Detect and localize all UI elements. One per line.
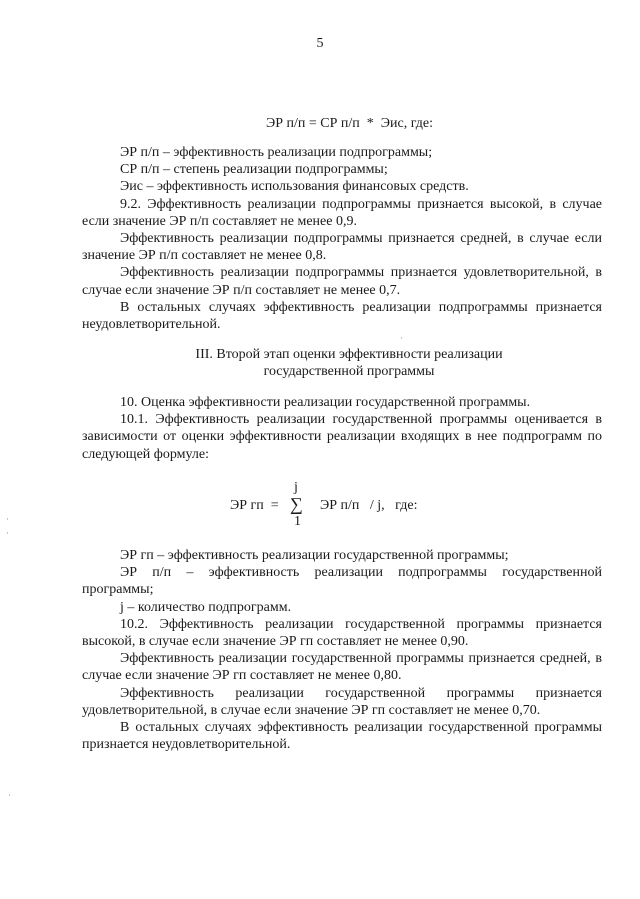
paragraph-unsatisfactory: В остальных случаях эффективность реализации подпрограммы признается неудовлетворительной. (82, 299, 602, 333)
sum-icon: ∑ (290, 494, 303, 514)
page-number: 5 (316, 36, 324, 51)
definition-er-pp: ЭР п/п – эффективность реализации подпрограммы; (120, 145, 433, 160)
paragraph-gp-medium: Эффективность реализации государственной программы признается средней, в случае если значение ЭР гп составляет не менее 0,80. (82, 651, 602, 684)
section3-definitions-block (82, 547, 602, 753)
paragraph-9-2: 9.2. Эффективность реализации подпрограммы признается высокой, в случае если значение ЭР п/п составляет не менее 0,9. (82, 196, 602, 229)
section-intro-block (82, 394, 602, 463)
sum-lower-limit: 1 (294, 514, 301, 529)
section-heading-line2: государственной программы (263, 364, 435, 379)
definition-j: j – количество подпрограмм. (120, 599, 292, 615)
definition-sr-pp: СР п/п – степень реализации подпрограммы; (120, 162, 388, 178)
formula2-right: ЭР п/п / j, где: (320, 498, 418, 513)
formula2-left: ЭР гп = (230, 498, 279, 513)
scan-speck: · (6, 514, 9, 524)
formula-subprogram-efficiency: ЭР п/п = СР п/п * Эис, где: (266, 116, 434, 131)
formula-program-efficiency (230, 480, 450, 530)
paragraph-10: 10. Оценка эффективности реализации государственной программы. (120, 395, 531, 410)
scan-speck: · (400, 333, 403, 343)
section-heading-line1: III. Второй этап оценки эффективности реализации (195, 347, 503, 362)
scan-speck: · (8, 790, 11, 800)
paragraph-gp-satisfactory: Эффективность реализации государственной программы признается удовлетворительной, в случае если значение ЭР гп составляет не менее 0,70. (82, 685, 602, 718)
paragraph-satisfactory: Эффективность реализации подпрограммы признается удовлетворительной, в случае если значение ЭР п/п составляет не менее 0,7. (82, 265, 602, 298)
sum-upper-limit: j (294, 480, 298, 495)
paragraph-gp-unsatisfactory: В остальных случаях эффективность реализации государственной программы признается неудовлетворительной. (82, 720, 602, 753)
definition-er-pp-gp: ЭР п/п – эффективность реализации подпрограммы государственной программы; (82, 565, 602, 598)
definition-eis: Эис – эффективность использования финансовых средств. (120, 179, 469, 195)
definition-er-gp: ЭР гп – эффективность реализации государственной программы; (120, 548, 509, 563)
scan-speck: · (6, 528, 9, 538)
definitions-block (82, 144, 602, 333)
paragraph-medium: Эффективность реализации подпрограммы признается средней, в случае если значение ЭР п/п составляет не менее 0,8. (82, 231, 602, 264)
paragraph-10-1: 10.1. Эффективность реализации государственной программы оценивается в зависимости от оценки эффективности реализации входящих в нее подпрограмм по следующей формуле: (82, 412, 602, 462)
section-heading (0, 346, 640, 380)
paragraph-10-2: 10.2. Эффективность реализации государственной программы признается высокой, в случае если значение ЭР гп составляет не менее 0,90. (82, 616, 602, 650)
